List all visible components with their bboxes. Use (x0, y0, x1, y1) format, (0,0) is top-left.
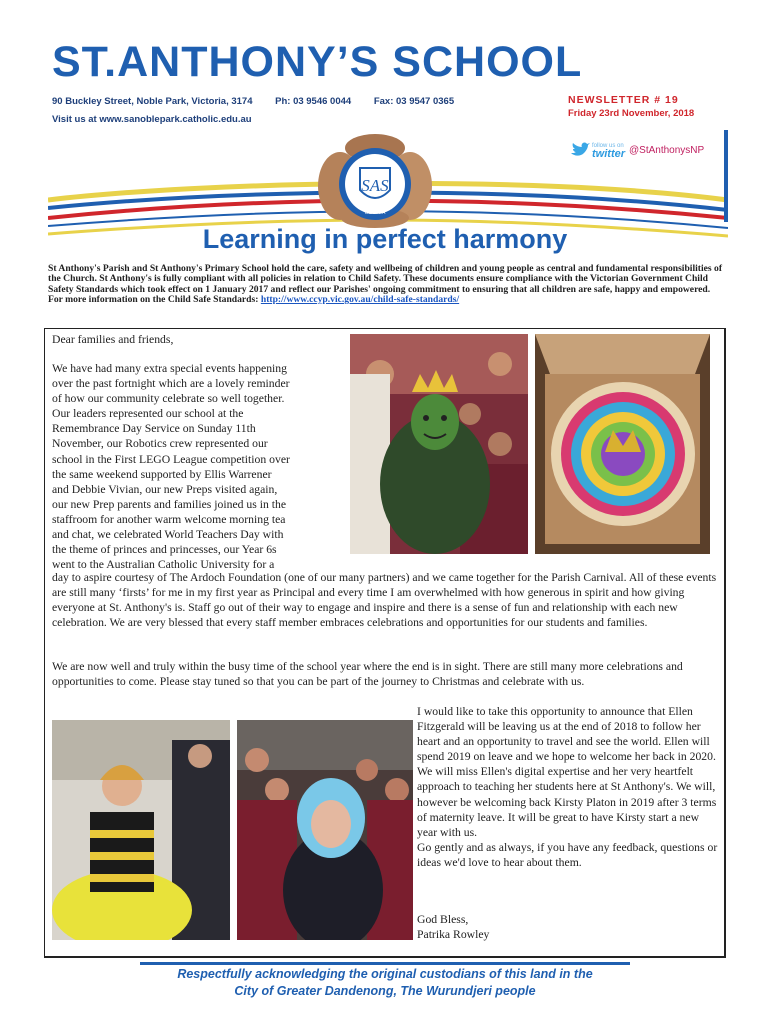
photo-blue-wig-fairy (237, 720, 413, 940)
website-link[interactable]: Visit us at www.sanoblepark.catholic.edu.au (52, 114, 252, 125)
letter-paragraph-1: We have had many extra special events happening over the past fortnight which are a lovely reminder of how our community celebrate so well together. Our leaders represented our school at the Remembrance Day Service on Sunday 11th November, our Robotics crew represented our school in the First LEGO League competition over the same weekend supported by Ellis Warrener and Debbie Vivian, our new Preps visited again, our new Prep parents and families joined us in the staffroom for another warm welcome morning tea and chat, we celebrated World Teachers Day with the theme of princes and princesses, our Year 6s went to the Australian Catholic University for a (52, 362, 290, 572)
school-crest-logo (310, 128, 440, 230)
letter-paragraph-1-continued: day to aspire courtesy of The Ardoch Foundation (one of our many partners) and we came together for the Parish Carnival. All of these events are still many ‘firsts’ for me in my first year as Principal and every time I am overwhelmed with how generous in spirit and how giving everyone at St. Anthony's is. Staff go out of their way to engage and inspire and there is a sense of fun and relationship with each new celebration. We are very blessed that every staff member embraces celebrations and opportunities for our students and families. (52, 571, 717, 630)
letter-paragraph-3: I would like to take this opportunity to announce that Ellen Fitzgerald will be leaving us at the end of 2018 to follow her heart and an opportunity to travel and see the world. Ellen will spend 2019 on leave and we hope to welcome her back in 2020. We will miss Ellen's digital expertise and her very heartfelt approach to teaching her students here at St Anthony's. We will, however be welcoming back Kirsty Platon in 2019 after 3 terms of maternity leave. It will be great to have Kirsty start a new year with us. Go gently and as always, if you have any feedback, questions or ideas we'd love to hear about them. (417, 705, 718, 869)
crest-motto-top: SOLI DEO (362, 157, 388, 163)
photo-green-princess (350, 334, 528, 554)
child-safety-intro (48, 264, 732, 306)
twitter-label: follow us on twitter (592, 143, 625, 160)
footer-line-2: City of Greater Dandenong, The Wurundjeri people (234, 984, 536, 998)
issue-date: Friday 23rd November, 2018 (568, 108, 695, 119)
child-safe-link[interactable]: http://www.ccyp.vic.gov.au/child-safe-standards/ (260, 294, 460, 306)
address: 90 Buckley Street, Noble Park, Victoria, 3174 (52, 96, 253, 107)
footer-line-1: Respectfully acknowledging the original custodians of this land in the (177, 967, 593, 981)
photo-bee-costume (52, 720, 230, 940)
newsletter-number: NEWSLETTER # 19 (568, 94, 679, 106)
twitter-bird-icon (570, 142, 590, 158)
headline: Learning in perfect harmony (202, 224, 568, 254)
fax: Fax: 03 9547 0365 (373, 96, 455, 107)
photo-rainbow-cake (535, 334, 710, 554)
letter-paragraph-2: We are now well and truly within the busy time of the school year where the end is in sight. There are still many more celebrations and opportunities to come. Please stay tuned so that you can be part of the journey to Christmas and celebrate with us. (52, 660, 683, 689)
signature-name: Patrika Rowley (417, 928, 490, 942)
school-name: ST.ANTHONY’S SCHOOL (52, 38, 583, 86)
crest-letters: SAS (361, 176, 389, 195)
greeting: Dear families and friends, (52, 333, 174, 346)
acknowledgement-footer (0, 966, 770, 1000)
twitter-follow[interactable] (570, 140, 704, 160)
intro-more-label: For more information on the Child Safe Standards: (48, 294, 259, 306)
intro-text: St Anthony's Parish and St Anthony's Primary School hold the care, safety and wellbeing of children and young people as central and fundamental responsibilities of the Church. St Anthony's is fully compliant with all policies in relation to Child Safety. These documents ensure compliance with the Victorian Government Child Safety Standards which took effect on 1 January 2017 and reflect our Parishes' ongoing commitment to ensuring that all children are safe, happy and empowered. (48, 263, 723, 295)
footer-rule (140, 962, 630, 965)
phone: Ph: 03 9546 0044 (275, 96, 352, 107)
twitter-handle: @StAnthonysNP (629, 144, 705, 156)
signoff: God Bless, Patrika Rowley (417, 912, 722, 942)
contact-line (52, 96, 474, 107)
crest-motto-bottom: GLORIA (364, 210, 386, 216)
